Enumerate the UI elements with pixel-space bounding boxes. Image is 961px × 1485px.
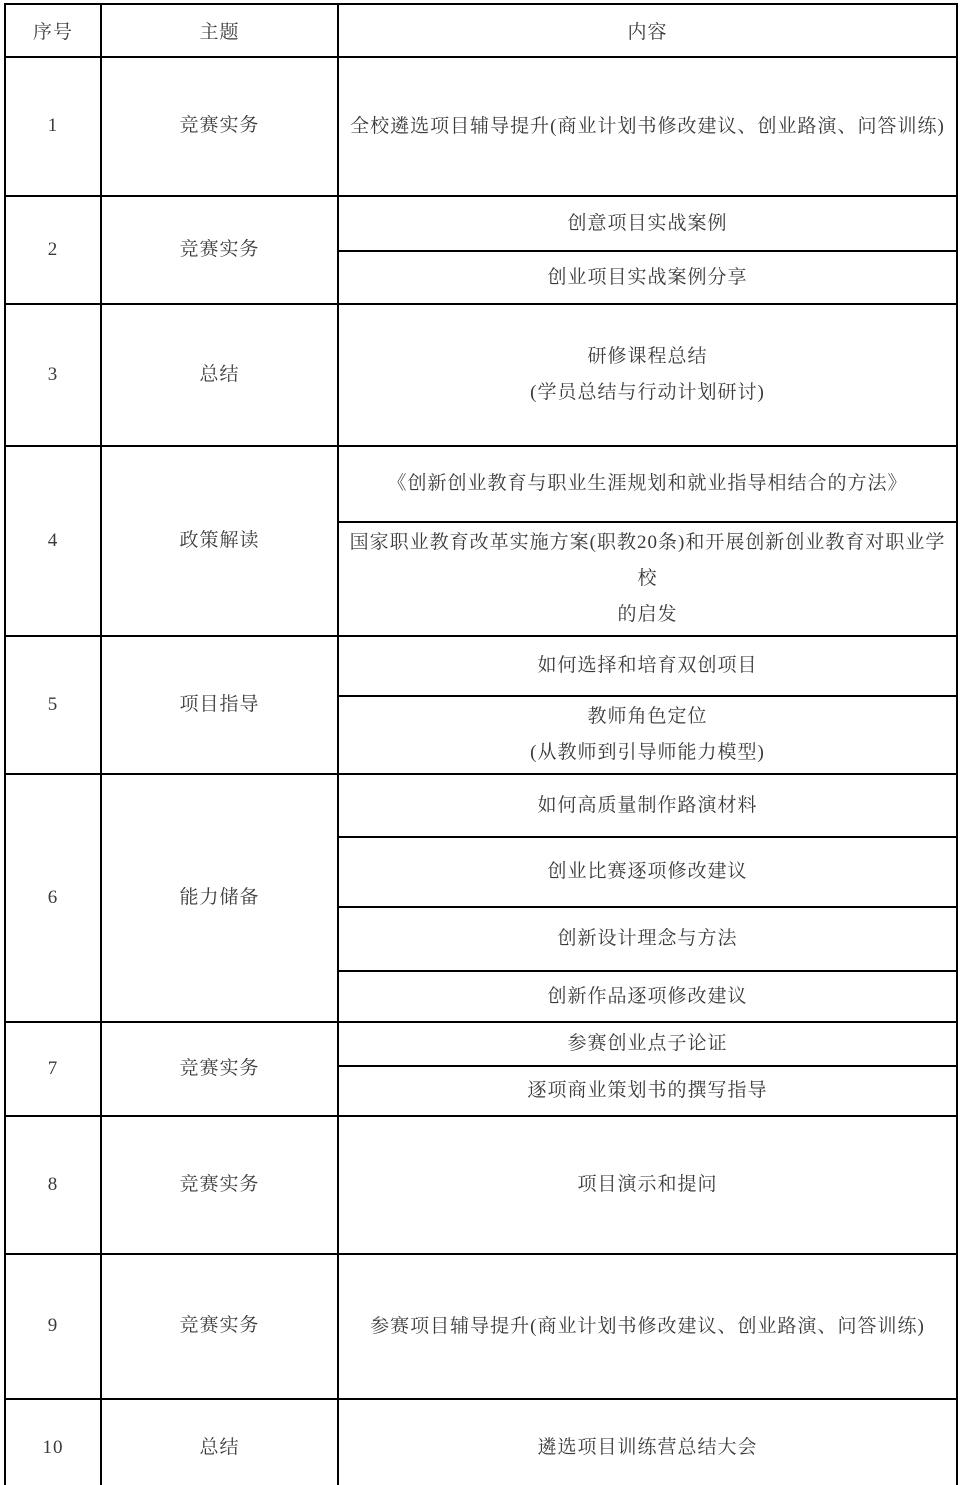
- table-row: [5, 1116, 957, 1254]
- topic-cell: 政策解读: [101, 446, 338, 636]
- topic-cell: 竞赛实务: [101, 57, 338, 196]
- content-cell: [338, 774, 957, 837]
- topic-cell: 竞赛实务: [101, 1022, 338, 1116]
- table-row: [5, 1254, 957, 1399]
- header-cell-content: 内容: [338, 4, 957, 57]
- table-header-row: [5, 4, 957, 57]
- content-line: 创业项目实战案例分享: [547, 266, 748, 288]
- table-row: [5, 1399, 957, 1485]
- content-line: 如何高质量制作路演材料: [537, 794, 758, 816]
- topic-cell: 总结: [101, 1399, 338, 1485]
- content-line: 遴选项目训练营总结大会: [537, 1437, 758, 1458]
- table-row: [5, 57, 957, 196]
- content-line: 项目演示和提问: [577, 1174, 718, 1195]
- topic-cell: 竞赛实务: [101, 1254, 338, 1399]
- content-cell: [338, 196, 957, 251]
- header-cell-topic: 主题: [101, 4, 338, 57]
- row-number-cell: 7: [5, 1022, 101, 1116]
- topic-cell: 总结: [101, 304, 338, 446]
- table-row: [5, 196, 957, 251]
- content-line: 《创新创业教育与职业生涯规划和就业指导相结合的方法》: [387, 473, 908, 494]
- topic-cell: 竞赛实务: [101, 1116, 338, 1254]
- content-cell: [338, 1254, 957, 1399]
- content-cell: [338, 971, 957, 1022]
- content-cell: [338, 1066, 957, 1116]
- table-row: [5, 446, 957, 522]
- content-cell: [338, 1022, 957, 1066]
- table-row: [5, 636, 957, 696]
- content-line: 的启发: [617, 604, 678, 625]
- row-number-cell: 4: [5, 446, 101, 636]
- content-line: 研修课程总结: [587, 346, 708, 367]
- content-line: (从教师到引导师能力模型): [530, 742, 765, 763]
- content-line: 创业比赛逐项修改建议: [547, 861, 748, 882]
- content-line: 参赛项目辅导提升(商业计划书修改建议、创业路演、问答训练): [370, 1315, 925, 1337]
- content-line: 创新作品逐项修改建议: [547, 985, 748, 1007]
- table-row: [5, 774, 957, 837]
- content-line: 全校遴选项目辅导提升(商业计划书修改建议、创业路演、问答训练): [350, 115, 945, 137]
- course-schedule-table: [4, 3, 958, 1485]
- content-line: 教师角色定位: [587, 706, 708, 727]
- content-cell: [338, 1399, 957, 1485]
- content-line: 参赛创业点子论证: [567, 1033, 728, 1054]
- row-number-cell: 5: [5, 636, 101, 774]
- content-cell: [338, 304, 957, 446]
- row-number-cell: 1: [5, 57, 101, 196]
- content-cell: [338, 636, 957, 696]
- row-number-cell: 3: [5, 304, 101, 446]
- content-line: 如何选择和培育双创项目: [537, 655, 758, 676]
- content-cell: [338, 522, 957, 636]
- content-line: (学员总结与行动计划研讨): [530, 382, 765, 403]
- row-number-cell: 10: [5, 1399, 101, 1485]
- content-line: 创意项目实战案例: [567, 212, 728, 234]
- content-cell: [338, 1116, 957, 1254]
- content-line: 国家职业教育改革实施方案(职教20条)和开展创新创业教育对职业学校: [349, 532, 946, 589]
- content-line: 逐项商业策划书的撰写指导: [527, 1080, 768, 1101]
- row-number-cell: 6: [5, 774, 101, 1022]
- topic-cell: 项目指导: [101, 636, 338, 774]
- content-line: 创新设计理念与方法: [557, 928, 738, 949]
- content-cell: [338, 696, 957, 774]
- topic-cell: 能力储备: [101, 774, 338, 1022]
- topic-cell: 竞赛实务: [101, 196, 338, 304]
- table-row: [5, 304, 957, 446]
- content-cell: [338, 57, 957, 196]
- content-cell: [338, 907, 957, 971]
- row-number-cell: 9: [5, 1254, 101, 1399]
- course-table-body: [5, 57, 957, 1485]
- table-row: [5, 1022, 957, 1066]
- content-cell: [338, 251, 957, 304]
- content-cell: [338, 446, 957, 522]
- content-cell: [338, 837, 957, 907]
- header-cell-number: 序号: [5, 4, 101, 57]
- row-number-cell: 8: [5, 1116, 101, 1254]
- row-number-cell: 2: [5, 196, 101, 304]
